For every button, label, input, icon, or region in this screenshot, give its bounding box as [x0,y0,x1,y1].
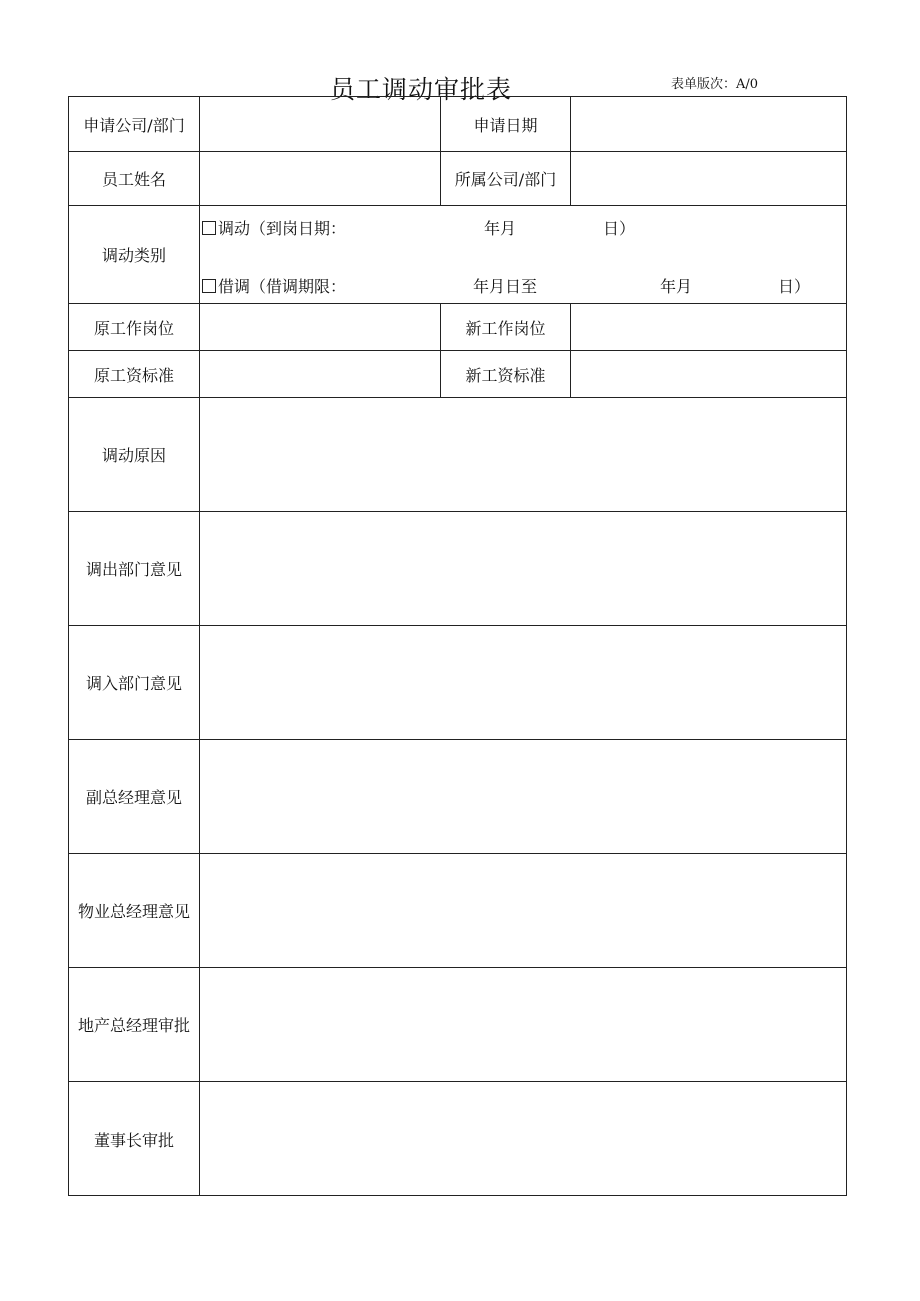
in-dept-opinion-label [68,625,199,739]
chairman-approval-field[interactable] [199,1081,847,1196]
transfer-checkbox-icon[interactable] [202,221,216,235]
form-title: 员工调动审批表 [330,75,513,104]
apply-date-field[interactable] [570,96,847,151]
out-dept-opinion-label [68,511,199,625]
loan-to-day: 日） [778,277,811,296]
reason-label [68,397,199,511]
new-position-text: 新工作岗位 [465,318,546,338]
transfer-type-options [199,205,847,303]
chairman-approval-label [68,1081,199,1196]
employee-name-text: 员工姓名 [101,170,166,189]
vp-opinion-label [68,739,199,853]
new-salary-label [440,350,570,397]
employee-name-field[interactable] [199,151,440,205]
realestate-gm-approval-field[interactable] [199,967,847,1081]
transfer-type-label [68,205,199,303]
option-loan-text: 借调（借调期限： [218,277,347,296]
form-version: 表单版次：A/0 [671,77,759,92]
realestate-gm-approval-text: 地产总经理审批 [77,1016,190,1035]
loan-from: 年月日至 [473,277,538,296]
apply-date-label [440,96,570,151]
option-loan[interactable] [202,274,346,297]
old-position-label [68,303,199,350]
reason-text: 调动原因 [101,446,166,465]
option-transfer[interactable] [202,216,346,239]
new-salary-text: 新工资标准 [465,365,546,385]
vp-opinion-field[interactable] [199,739,847,853]
realestate-gm-approval-label [68,967,199,1081]
new-position-label [440,303,570,350]
out-dept-opinion-text: 调出部门意见 [85,560,182,579]
property-gm-opinion-field[interactable] [199,853,847,967]
apply-company-field[interactable] [199,96,440,151]
old-salary-field[interactable] [199,350,440,397]
old-salary-text: 原工资标准 [93,365,174,385]
property-gm-opinion-text: 物业总经理意见 [77,902,190,921]
old-position-text: 原工作岗位 [93,318,174,338]
apply-company-text: 申请公司/部门 [83,115,185,135]
chairman-approval-text: 董事长审批 [93,1130,174,1150]
new-salary-field[interactable] [570,350,847,397]
belong-company-field[interactable] [570,151,847,205]
old-salary-label [68,350,199,397]
transfer-year-month: 年月 [484,219,517,238]
loan-to-year-month: 年月 [660,277,693,296]
employee-name-label [68,151,199,205]
in-dept-opinion-text: 调入部门意见 [85,674,182,693]
new-position-field[interactable] [570,303,847,350]
belong-company-label [440,151,570,205]
property-gm-opinion-label [68,853,199,967]
apply-company-label [68,96,199,151]
old-position-field[interactable] [199,303,440,350]
apply-date-text: 申请日期 [473,115,538,135]
vp-opinion-text: 副总经理意见 [85,788,182,807]
option-transfer-text: 调动（到岗日期： [218,219,347,238]
loan-checkbox-icon[interactable] [202,279,216,293]
reason-field[interactable] [199,397,847,511]
transfer-type-text: 调动类别 [101,246,166,265]
transfer-day: 日） [603,219,636,238]
belong-company-text: 所属公司/部门 [454,170,557,189]
out-dept-opinion-field[interactable] [199,511,847,625]
in-dept-opinion-field[interactable] [199,625,847,739]
